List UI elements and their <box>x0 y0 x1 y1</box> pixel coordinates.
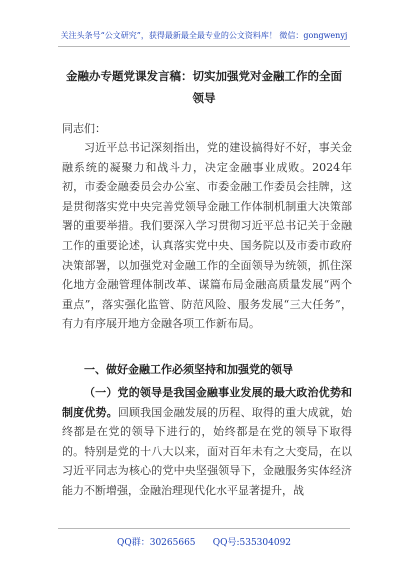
header-divider <box>58 46 350 47</box>
paragraph-intro: 习近平总书记深刻指出，党的建设搞得好不好，事关金融系统的凝聚力和战斗力，决定金融事业成败。2024年初，市委金融委员会办公室、市委金融工作委员会挂牌，这是贯彻落实党中央完善党领导金融工作体制机制重大决策部署的重要举措。我们要深入学习贯彻习近平总书记关于金融工作的重要论述，认真落实党中央、国务院以及市委市政府决策部署，以加强党对金融工作的全面领导为统领，抓住深化地方金融管理体制改革、谋篇布局金融高质量发展“两个重点”，落实强化监管、防范风险、服务发展“三大任务”，有力有序展开地方金融各项工作新布局。 <box>62 141 352 331</box>
section-heading-1: 一、做好金融工作必须坚持和加强党的领导 <box>84 363 293 376</box>
footer-divider <box>58 528 350 529</box>
salutation: 同志们： <box>62 122 106 135</box>
paragraph-lead: （一）党的领导是我国金融事业发展的最大政治优势和制度优势。 <box>62 386 352 419</box>
document-title: 金融办专题党课发言稿：切实加强党对金融工作的全面领导 <box>66 69 342 105</box>
paragraph-body: 回顾我国金融发展的历程、取得的重大成就，始终都是在党的领导下进行的，始终都是在党的领导下取得的。特别是党的十八大以来，面对百年未有之大变局，在以习近平同志为核心的党中央坚强领导下，金融服务实体经济能力不断增强，金融治理现代化水平显著提升，战 <box>62 405 353 497</box>
header-note: 关注头条号“公文研究”，获得最新最全最专业的公文资料库！ 微信：gongwenyj <box>60 31 348 40</box>
paragraph-section-1 <box>62 383 352 501</box>
footer-note: QQ群：30265665 QQ号:535304092 <box>116 538 292 548</box>
